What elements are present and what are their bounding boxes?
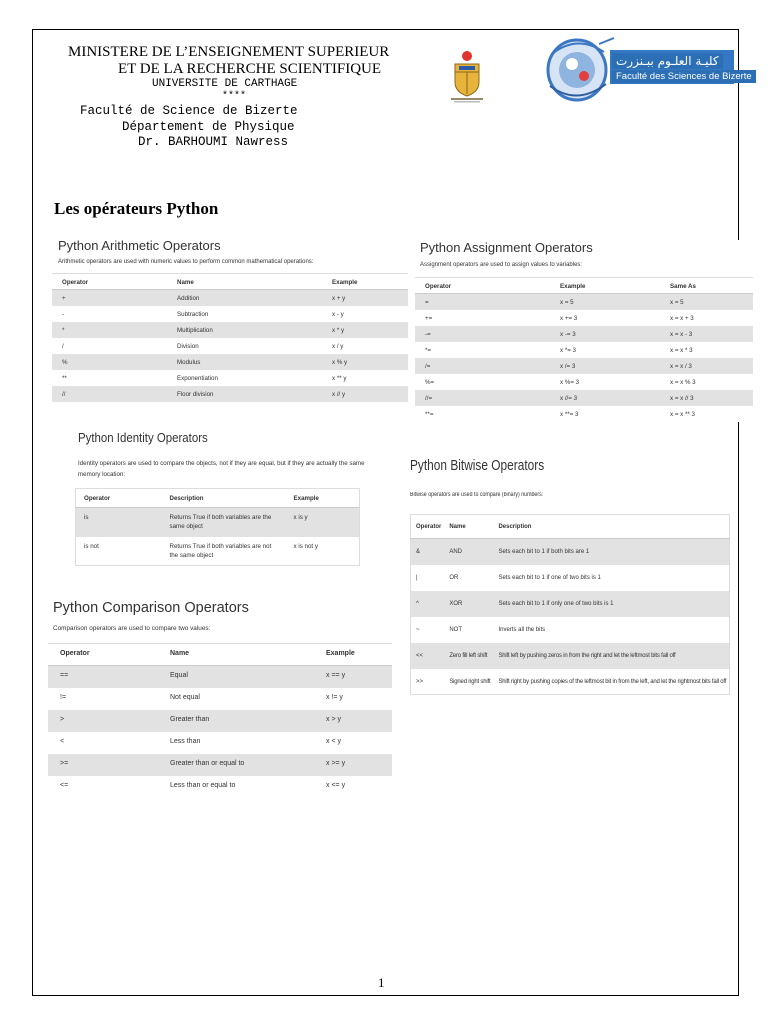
arithmetic-description: Arithmetic operators are used with numeric values to perform common mathematical operations: <box>58 259 314 265</box>
table-cell: Inverts all the bits <box>498 626 546 633</box>
arithmetic-title: Python Arithmetic Operators <box>58 238 221 253</box>
table-row <box>415 310 753 326</box>
table-row <box>48 710 392 732</box>
table-row <box>48 732 392 754</box>
ministry-line2: ET DE LA RECHERCHE SCIENTIFIQUE <box>118 61 382 77</box>
ministry-line1: MINISTERE DE L’ENSEIGNEMENT SUPERIEUR <box>68 44 390 60</box>
table-cell: x = x // 3 <box>660 390 753 406</box>
header-cell: Description <box>493 515 729 539</box>
table-cell: -= <box>415 326 550 342</box>
table-cell: | <box>416 574 418 581</box>
tunisia-emblem-icon <box>441 48 493 104</box>
table-cell: x *= 3 <box>560 346 576 354</box>
table-cell: x % y <box>322 354 408 370</box>
header-cell: Operator <box>415 278 550 294</box>
table-cell: /= <box>415 358 550 374</box>
table-cell: x = x + 3 <box>670 314 694 322</box>
table-cell: + <box>52 290 167 306</box>
table-cell: x %= 3 <box>560 378 580 386</box>
table-row <box>48 666 392 688</box>
header-cell: Operator <box>411 515 445 539</box>
table-row <box>52 370 408 386</box>
table-cell: & <box>411 539 445 565</box>
assignment-operators-panel <box>415 240 753 422</box>
header-cell: Example <box>550 278 660 294</box>
table-row <box>415 374 753 390</box>
table-cell: x < y <box>326 737 341 745</box>
university-name: UNIVERSITE DE CARTHAGE <box>152 78 298 90</box>
table-row <box>411 565 730 591</box>
table-row <box>52 338 408 354</box>
table-cell: != <box>60 693 67 701</box>
header-cell: Example <box>286 489 360 508</box>
table-row <box>411 669 730 695</box>
header-cell: Example <box>314 644 392 666</box>
table-cell: Greater than or equal to <box>158 754 314 776</box>
table-cell: Returns True if both variables are the same object <box>162 508 286 537</box>
header-cell: Name <box>167 274 322 290</box>
header-cell: Operator <box>76 489 162 508</box>
department-name: Département de Physique <box>122 120 295 134</box>
table-header-row <box>76 489 360 508</box>
table-cell: << <box>411 643 445 669</box>
table-cell: x ** y <box>332 374 347 382</box>
table-cell: >= <box>48 754 158 776</box>
table-cell: x = 5 <box>660 294 753 310</box>
header-cell: Example <box>322 274 408 290</box>
bitwise-operators-panel <box>402 458 732 695</box>
table-row <box>415 326 753 342</box>
table-row <box>52 306 408 322</box>
author-name: Dr. BARHOUMI Nawress <box>138 135 289 149</box>
arithmetic-table <box>52 273 408 402</box>
table-cell: is <box>76 508 162 537</box>
table-cell: *= <box>425 346 432 354</box>
table-row <box>415 406 753 422</box>
table-cell: Exponentiation <box>177 374 218 382</box>
table-cell: x <= y <box>326 781 346 789</box>
logo-french-text: Faculté des Sciences de Bizerte <box>612 70 756 83</box>
table-row <box>48 776 392 798</box>
table-cell: Returns True if both variables are not the same object <box>169 542 272 559</box>
faculty-name: Faculté de Science de Bizerte <box>80 104 298 118</box>
identity-description: Identity operators are used to compare the objects, not if they are equal, but if they are actually the same memory location: <box>78 460 365 478</box>
table-row <box>411 617 730 643</box>
table-cell: / <box>62 342 64 350</box>
faculty-logo-icon <box>544 34 734 104</box>
table-cell: x / y <box>332 342 344 350</box>
table-row <box>415 390 753 406</box>
table-cell: x - y <box>332 310 344 318</box>
table-cell: x = x / 3 <box>660 358 753 374</box>
table-cell: Equal <box>158 666 314 688</box>
table-cell: Sets each bit to 1 if only one of two bits is 1 <box>493 591 729 617</box>
table-cell: <= <box>60 781 69 789</box>
table-cell: x = x - 3 <box>660 326 753 342</box>
header-cell: Description <box>162 489 286 508</box>
table-cell: >> <box>416 678 424 685</box>
table-cell: - <box>62 310 65 318</box>
table-cell: x > y <box>314 710 392 732</box>
table-row <box>415 342 753 358</box>
table-cell: x >= y <box>314 754 392 776</box>
table-cell: Less than <box>170 737 201 745</box>
table-row <box>76 537 360 566</box>
table-cell: Multiplication <box>167 322 322 338</box>
table-cell: x = x % 3 <box>670 378 696 386</box>
table-cell: ^ <box>411 591 445 617</box>
table-header-row <box>411 515 730 539</box>
table-cell: //= <box>415 390 550 406</box>
table-cell: Division <box>177 342 199 350</box>
table-cell: x * y <box>322 322 408 338</box>
table-cell: Not equal <box>170 693 200 701</box>
table-cell: x is y <box>286 508 360 537</box>
table-cell: x /= 3 <box>550 358 660 374</box>
table-cell: Floor division <box>167 386 322 402</box>
table-cell: x **= 3 <box>560 410 579 418</box>
bitwise-title: Python Bitwise Operators <box>410 458 545 474</box>
table-cell: > <box>48 710 158 732</box>
comparison-description: Comparison operators are used to compare two values: <box>53 625 211 632</box>
table-cell: AND <box>444 539 493 565</box>
assignment-table <box>415 277 753 422</box>
table-cell: Greater than <box>158 710 314 732</box>
table-header-row <box>48 644 392 666</box>
header-cell: Operator <box>48 644 158 666</box>
table-cell: // <box>52 386 167 402</box>
page-number: 1 <box>378 975 385 990</box>
table-cell: Modulus <box>167 354 322 370</box>
table-header-row <box>415 278 753 294</box>
identity-title: Python Identity Operators <box>78 430 208 445</box>
comparison-title: Python Comparison Operators <box>53 600 249 616</box>
page-title: Les opérateurs Python <box>54 199 219 218</box>
table-row <box>52 354 408 370</box>
table-cell: x != y <box>326 693 343 701</box>
table-cell: Subtraction <box>177 310 209 318</box>
identity-operators-panel <box>63 430 391 566</box>
table-cell: * <box>52 322 167 338</box>
table-cell: x //= 3 <box>550 390 660 406</box>
bitwise-description: Bitwise operators are used to compare (binary) numbers: <box>410 492 544 498</box>
header-cell: Name <box>444 515 493 539</box>
separator-stars: **** <box>222 91 247 102</box>
table-row <box>76 508 360 537</box>
table-cell: ** <box>62 374 67 382</box>
table-row <box>415 358 753 374</box>
table-cell: x is not y <box>293 542 318 550</box>
header-cell: Same As <box>660 278 753 294</box>
table-cell: x += 3 <box>560 314 578 322</box>
table-cell: Signed right shift <box>449 678 491 685</box>
table-cell: += <box>425 314 433 322</box>
table-cell: %= <box>425 378 435 386</box>
table-cell: Zero fill left shift <box>444 643 493 669</box>
table-cell: Shift right by pushing copies of the leftmost bit in from the left, and let the rightmost bits fall off <box>498 678 727 685</box>
identity-table <box>75 488 360 566</box>
comparison-table <box>48 643 392 798</box>
table-cell: % <box>52 354 167 370</box>
table-cell: < <box>60 737 65 745</box>
logo-arabic-text: كليـة العلـوم ببـنزرت <box>612 53 723 69</box>
table-cell: Less than or equal to <box>170 781 236 789</box>
table-row <box>48 688 392 710</box>
table-row <box>411 643 730 669</box>
table-cell: Sets each bit to 1 if one of two bits is 1 <box>498 574 601 581</box>
table-cell: x + y <box>322 290 408 306</box>
arithmetic-operators-panel <box>52 238 408 402</box>
table-cell: Shift left by pushing zeros in from the right and let the leftmost bits fall off <box>493 643 729 669</box>
table-cell: x == y <box>314 666 392 688</box>
table-row <box>411 539 730 565</box>
table-cell: x = x * 3 <box>670 346 693 354</box>
table-row <box>415 294 753 310</box>
header-cell: Name <box>158 644 314 666</box>
table-cell: ~ <box>416 626 420 633</box>
table-cell: == <box>48 666 158 688</box>
table-cell: **= <box>425 410 434 418</box>
table-cell: = <box>415 294 550 310</box>
table-cell: OR <box>449 574 459 581</box>
table-cell: x = x ** 3 <box>670 410 695 418</box>
header-cell: Operator <box>52 274 167 290</box>
table-header-row <box>52 274 408 290</box>
assignment-description: Assignment operators are used to assign values to variables: <box>420 262 583 268</box>
table-cell: is not <box>84 542 99 550</box>
comparison-operators-panel <box>48 600 392 798</box>
table-cell: NOT <box>449 626 463 633</box>
table-cell: x // y <box>322 386 408 402</box>
table-row <box>52 290 408 306</box>
table-cell: XOR <box>444 591 493 617</box>
table-row <box>52 386 408 402</box>
table-row <box>411 591 730 617</box>
table-cell: Addition <box>167 290 322 306</box>
bitwise-table <box>410 514 730 695</box>
table-row <box>52 322 408 338</box>
table-cell: x = 5 <box>550 294 660 310</box>
table-row <box>48 754 392 776</box>
table-cell: x -= 3 <box>550 326 660 342</box>
assignment-title: Python Assignment Operators <box>420 240 593 255</box>
table-cell: Sets each bit to 1 if both bits are 1 <box>493 539 729 565</box>
